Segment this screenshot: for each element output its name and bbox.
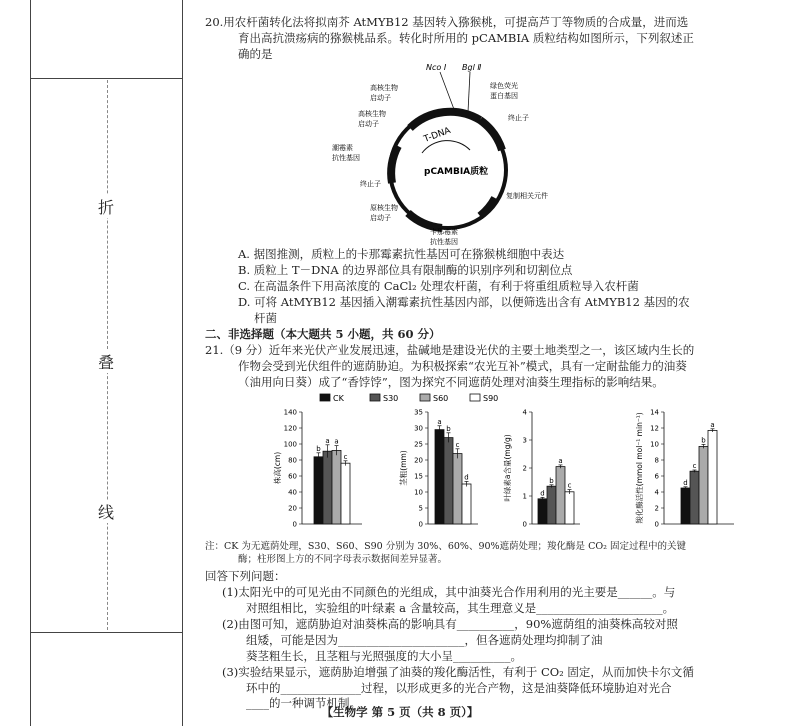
panel-0-ytick-label: 100 xyxy=(283,440,297,449)
panel-3-ytick-label: 8 xyxy=(654,456,659,465)
panel-0-ytick-label: 40 xyxy=(288,488,297,497)
panel-1-letter: d xyxy=(464,473,469,482)
panel-1-ylabel: 茎粗(mm) xyxy=(399,450,408,486)
margin-label-fold: 折 xyxy=(98,195,114,218)
q20-option-a: A. 据图推测，质粒上的卡那霉素抗性基因可在猕猴桃细胞中表达 xyxy=(238,247,565,261)
terminator-left: 终止子 xyxy=(360,180,381,188)
panel-0-ytick-label: 140 xyxy=(283,408,297,417)
q20-option-d: D. 可将 AtMYB12 基因插入潮霉素抗性基因内部，以便筛选出含有 AtMYB12 基因的农 xyxy=(238,295,690,309)
panel-2-bar-s90 xyxy=(565,492,574,524)
q21-intro-3: （油用向日葵）成了“香饽饽”，图为探究不同遮荫处理对油葵生理指标的影响结果。 xyxy=(238,375,664,389)
panel-1-ytick-label: 20 xyxy=(414,456,423,465)
kan-label-2: 抗性基因 xyxy=(430,238,458,246)
q20-option-b: B. 质粒上 T－DNA 的边界部位具有限制酶的识别序列和切割位点 xyxy=(238,263,573,277)
panel-0-letter: a xyxy=(325,436,330,445)
panel-0-letter: c xyxy=(343,452,348,461)
panel-2-letter: b xyxy=(549,476,554,485)
legend-swatch-s90 xyxy=(470,394,480,401)
gfp-arc xyxy=(480,120,502,150)
panel-3-letter: c xyxy=(692,462,697,470)
panel-1-bar-s90 xyxy=(462,484,471,524)
terminator-right: 终止子 xyxy=(508,114,529,122)
margin-divider-top xyxy=(30,78,182,79)
panel-1-ytick-label: 15 xyxy=(414,472,423,481)
panel-2-bar-s60 xyxy=(556,467,565,524)
q20-option-d-cont: 杆菌 xyxy=(254,311,277,325)
q21-intro-2: 作物会受到光伏组件的遮荫胁迫。为积极探索“农光互补”模式，具有一定耐盐能力的油葵 xyxy=(238,359,687,373)
site-nco: Nco Ⅰ xyxy=(426,63,447,72)
panel-1-ytick-label: 25 xyxy=(414,440,423,449)
panel-3-bar-s30 xyxy=(690,471,699,524)
hyg-arc xyxy=(391,146,398,183)
panel-2-ytick-label: 0 xyxy=(522,520,527,529)
promoter-bottom-2: 启动子 xyxy=(370,214,391,222)
legend-swatch-s30 xyxy=(370,394,380,401)
q20-line-1: 20.用农杆菌转化法将拟南芥 AtMYB12 基因转入猕猴桃，可提高芦丁等物质的合成量，进而选 xyxy=(205,15,689,29)
panel-0-bar-s90 xyxy=(341,463,350,524)
panel-2-bar-s30 xyxy=(547,486,556,524)
site-bgl: Bgl Ⅱ xyxy=(462,63,482,72)
panel-2-ytick-label: 1 xyxy=(522,492,527,501)
margin-label-fold-2: 叠 xyxy=(98,350,114,373)
plasmid-diagram xyxy=(330,58,570,248)
panel-1-bar-s60 xyxy=(453,454,462,524)
q21-sub-2a: (2)由图可知，遮荫胁迫对油葵株高的影响具有__________，90%遮荫组的油葵株高较对照 xyxy=(222,617,678,631)
panel-1-ytick-label: 30 xyxy=(414,424,423,433)
panel-1-ytick-label: 5 xyxy=(418,504,423,513)
panel-1-bar-s30 xyxy=(444,438,453,524)
gfp-label-2: 蛋白基因 xyxy=(490,92,518,100)
q20-line-3: 确的是 xyxy=(238,47,273,61)
promoter-top-2: 启动子 xyxy=(370,94,391,102)
panel-0-bar-s60 xyxy=(332,450,341,524)
panel-1-letter: c xyxy=(455,440,460,449)
panel-3-ytick-label: 12 xyxy=(650,424,659,433)
q21-sub-2b: 组矮，可能是因为______________________，但各遮荫处理均抑制了油 xyxy=(246,633,603,647)
margin-rule-right xyxy=(182,0,183,726)
legend-label-s60: S60 xyxy=(433,394,449,403)
answer-lead: 回答下列问题： xyxy=(205,569,286,583)
panel-3-ylabel: 羧化酶活性(mmol mol⁻¹ min⁻¹) xyxy=(635,412,644,524)
legend-label-ck: CK xyxy=(333,394,344,403)
panel-3-letter: b xyxy=(701,436,706,445)
shading-bar-charts xyxy=(250,392,780,542)
legend-swatch-s60 xyxy=(420,394,430,401)
panel-3-letter: d xyxy=(683,478,688,487)
q21-sub-3c: ____的一种调节机制。 xyxy=(246,696,361,710)
panel-1-ytick-label: 0 xyxy=(418,520,423,529)
q21-intro-1: 21.（9 分）近年来光伏产业发展迅速，盐碱地是建设光伏的主要土地类型之一，该区域内生长的 xyxy=(205,343,695,357)
panel-0-bar-ck xyxy=(314,457,323,524)
hyg-label-2: 抗性基因 xyxy=(332,154,360,162)
panel-3-ytick-label: 2 xyxy=(654,504,659,513)
panel-3-ytick-label: 0 xyxy=(654,520,659,529)
legend-label-s90: S90 xyxy=(483,394,499,403)
panel-0-ytick-label: 0 xyxy=(292,520,297,529)
panel-2-ytick-label: 2 xyxy=(522,464,527,473)
panel-1-ytick-label: 10 xyxy=(414,488,423,497)
panel-0-ytick-label: 60 xyxy=(288,472,297,481)
ori-label: 复制相关元件 xyxy=(506,192,548,200)
panel-2-bar-ck xyxy=(538,499,547,524)
panel-2-letter: a xyxy=(558,456,563,465)
kan-label-1: 卡那霉素 xyxy=(430,228,458,236)
tdna-label: T-DNA xyxy=(422,125,453,145)
legend-swatch-ck xyxy=(320,394,330,401)
panel-0-ytick-label: 120 xyxy=(283,424,297,433)
q21-sub-3a: (3)实验结果显示，遮荫胁迫增强了油葵的羧化酶活性，有利于 CO₂ 固定，从而加快卡尔文循 xyxy=(222,665,694,679)
chart-note-1: 注：CK 为无遮荫处理，S30、S60、S90 分别为 30%、60%、90%遮荫处理；羧化酶是 CO₂ 固定过程中的关键 xyxy=(205,541,686,552)
panel-0-letter: a xyxy=(334,437,339,446)
panel-0-ytick-label: 20 xyxy=(288,504,297,513)
promoter-mid-1: 高核生物 xyxy=(358,110,386,118)
panel-3-bar-ck xyxy=(681,488,690,524)
panel-2-ytick-label: 3 xyxy=(522,436,527,445)
chart-note-2: 酶；柱形图上方的不同字母表示数据间差异显著。 xyxy=(238,554,448,565)
plasmid-name: pCAMBIA质粒 xyxy=(424,167,489,177)
panel-3-ytick-label: 14 xyxy=(650,408,659,417)
q20-option-c: C. 在高温条件下用高浓度的 CaCl₂ 处理农杆菌，有利于将重组质粒导入农杆菌 xyxy=(238,279,639,293)
section-2-heading: 二、非选择题（本大题共 5 小题，共 60 分） xyxy=(205,327,441,341)
margin-rule-left xyxy=(30,0,31,726)
promoter-top-1: 高核生物 xyxy=(370,84,398,92)
gfp-label-1: 绿色荧光 xyxy=(490,82,518,90)
panel-0-ytick-label: 80 xyxy=(288,456,297,465)
page-footer: 【生物学 第 5 页（共 8 页）】 xyxy=(321,705,479,719)
panel-2-ylabel: 叶绿素a含量(mg/g) xyxy=(503,434,512,502)
promoter-bottom-1: 原核生物 xyxy=(370,204,398,212)
q20-line-2: 育出高抗溃疡病的猕猴桃品系。转化时所用的 pCAMBIA 质粒结构如图所示，下列叙述正 xyxy=(238,31,694,45)
q21-sub-1a: (1)太阳光中的可见光由不同颜色的光组成，其中油葵光合作用利用的光主要是______。与 xyxy=(222,585,676,599)
margin-label-line: 线 xyxy=(98,500,114,523)
legend-label-s30: S30 xyxy=(383,394,399,403)
panel-3-bar-s90 xyxy=(708,430,717,524)
panel-3-ytick-label: 10 xyxy=(650,440,659,449)
promoter-mid-2: 启动子 xyxy=(358,120,379,128)
panel-1-bar-ck xyxy=(435,430,444,524)
panel-1-ytick-label: 35 xyxy=(414,408,423,417)
panel-2-ytick-label: 4 xyxy=(522,408,527,417)
panel-3-ytick-label: 6 xyxy=(654,472,659,481)
panel-1-letter: a xyxy=(437,417,442,426)
q21-sub-2c: 葵茎粗生长，且茎粗与光照强度的大小呈__________。 xyxy=(246,649,522,663)
q21-sub-3b: 环中的______________过程，以形成更多的光合产物，这是油葵降低环境胁迫对光合 xyxy=(246,681,672,695)
panel-3-bar-s60 xyxy=(699,446,708,524)
kan-arc xyxy=(408,213,442,228)
q21-sub-1b: 对照组相比，实验组的叶绿素 a 含量较高，其生理意义是______________________。 xyxy=(246,601,675,615)
hyg-label-1: 潮霉素 xyxy=(332,144,353,152)
panel-2-letter: c xyxy=(567,481,572,490)
panel-2-letter: d xyxy=(540,489,545,498)
panel-1-letter: b xyxy=(446,424,451,433)
panel-0-bar-s30 xyxy=(323,451,332,524)
panel-0-letter: b xyxy=(316,444,321,453)
panel-3-letter: a xyxy=(710,420,715,429)
ori-arc xyxy=(480,198,495,216)
tdna-arc xyxy=(410,112,480,128)
panel-0-ylabel: 株高(cm) xyxy=(273,451,282,485)
margin-divider-bottom xyxy=(30,632,182,633)
panel-3-ytick-label: 4 xyxy=(654,488,659,497)
